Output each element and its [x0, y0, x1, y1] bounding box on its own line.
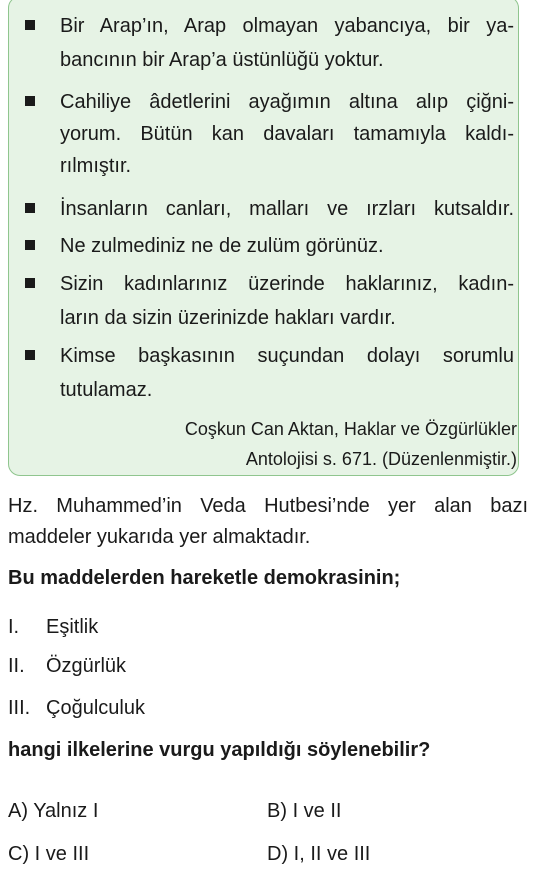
question-closing: hangi ilkelerine vurgu yapıldığı söylenebilir? [8, 739, 431, 761]
bullet-square-icon [25, 203, 35, 213]
item-number: II. [8, 655, 25, 677]
bullet-line: ların da sizin üzerinizde hakları vardır. [60, 307, 396, 329]
choice-text: Yalnız I [33, 800, 99, 822]
bullet-square-icon [25, 278, 35, 288]
bullet-line: yorum. Bütün kan davaları tamamıyla kaldı- [60, 123, 514, 145]
bullet-square-icon [25, 240, 35, 250]
choice-text: I, II ve III [293, 843, 371, 865]
item-number: I. [8, 616, 20, 638]
item-text: Çoğulculuk [46, 697, 145, 719]
choice-c[interactable] [8, 842, 89, 866]
item-text: Eşitlik [46, 616, 99, 638]
bullet-line: Kimse başkasının suçundan dolayı sorumlu [60, 345, 514, 367]
question-prompt: Bu maddelerden hareketle demokrasinin; [8, 567, 401, 589]
bullet-square-icon [25, 350, 35, 360]
question-intro: maddeler yukarıda yer almaktadır. [8, 526, 311, 548]
bullet-square-icon [25, 20, 35, 30]
choice-text: I ve III [34, 843, 90, 865]
item-text: Özgürlük [46, 655, 127, 677]
question-intro: Hz. Muhammed’in Veda Hutbesi’nde yer alan bazı [8, 495, 528, 517]
choice-letter: D) [267, 843, 289, 865]
bullet-line: tutulamaz. [60, 379, 153, 401]
choice-letter: B) [267, 800, 287, 822]
source-citation: Antolojisi s. 671. (Düzenlenmiştir.) [245, 449, 517, 469]
choice-text: I ve II [292, 800, 342, 822]
bullet-line: rılmıştır. [60, 155, 132, 177]
bullet-line: Sizin kadınlarınız üzerinde haklarınız, kadın- [60, 273, 514, 295]
choice-a[interactable] [8, 799, 98, 823]
bullet-line: bancının bir Arap’a üstünlüğü yoktur. [60, 49, 384, 71]
choice-letter: C) [8, 843, 30, 865]
bullet-line: İnsanların canları, malları ve ırzları kutsaldır. [60, 198, 514, 220]
choice-d[interactable] [267, 842, 370, 866]
choice-letter: A) [8, 800, 28, 822]
bullet-square-icon [25, 96, 35, 106]
bullet-line: Ne zulmediniz ne de zulüm görünüz. [60, 235, 384, 257]
bullet-line: Cahiliye âdetlerini ayağımın altına alıp çiğni- [60, 91, 514, 113]
choice-b[interactable] [267, 799, 341, 823]
source-citation: Coşkun Can Aktan, Haklar ve Özgürlükler [184, 419, 517, 439]
item-number: III. [8, 697, 31, 719]
bullet-line: Bir Arap’ın, Arap olmayan yabancıya, bir ya- [60, 15, 514, 37]
